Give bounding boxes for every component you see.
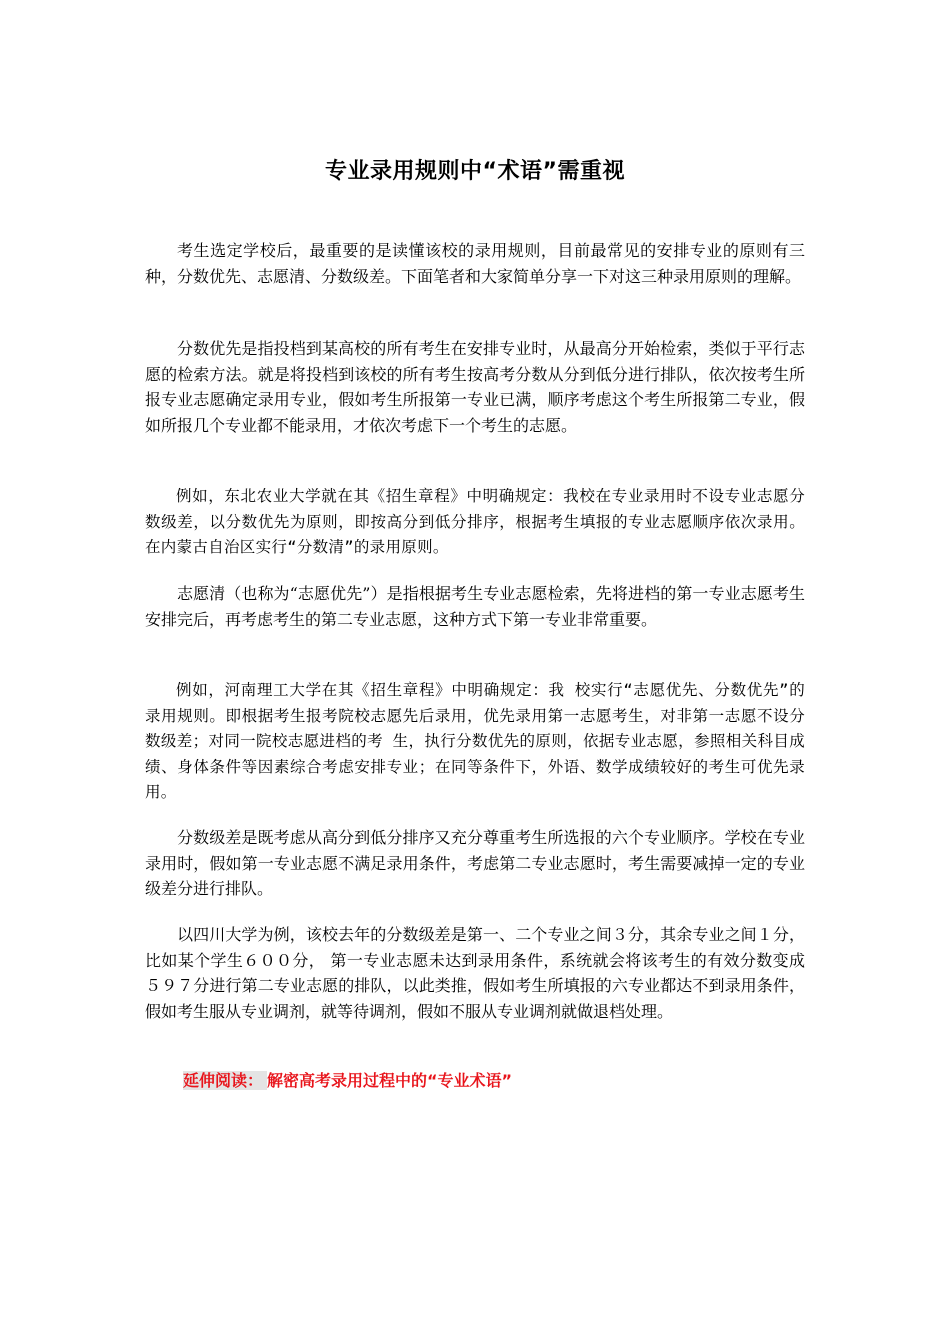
paragraph-example-northeast-agri: 例如，东北农业大学就在其《招生章程》中明确规定：我校在专业录用时不设专业志愿分数级差，以分数优先为原则，即按高分到低分排序，根据考生填报的专业志愿顺序依次录用。在内蒙古自治区实行“分数清”的录用原则。 bbox=[145, 487, 805, 556]
document-title: 专业录用规则中“术语”需重视 bbox=[325, 159, 625, 184]
further-reading-lead: 延伸阅读： bbox=[183, 1071, 267, 1090]
paragraph-example-sichuan: 以四川大学为例，该校去年的分数级差是第一、二个专业之间３分，其余专业之间１分，比如某个学生６００分， 第一专业志愿未达到录用条件，系统就会将该考生的有效分数变成５９７分进行第二专业志愿的排队，以此类推，假如考生所填报的六专业都达不到录用条件，假如考生服从专业调剂，就等待调剂，假如不服从专业调剂就做退档处理。 bbox=[145, 925, 805, 1021]
further-reading-link[interactable]: 解密高考录用过程中的“专业术语” bbox=[267, 1071, 513, 1090]
paragraph-score-gap: 分数级差是既考虑从高分到低分排序又充分尊重考生所选报的六个专业顺序。学校在专业录用时，假如第一专业志愿不满足录用条件，考虑第二专业志愿时，考生需要减掉一定的专业级差分进行排队。 bbox=[145, 828, 805, 898]
paragraph-preference-priority: 志愿清（也称为“志愿优先”）是指根据考生专业志愿检索，先将进档的第一专业志愿考生安排完后，再考虑考生的第二专业志愿，这种方式下第一专业非常重要。 bbox=[145, 584, 805, 629]
paragraph-intro: 考生选定学校后，最重要的是读懂该校的录用规则，目前最常见的安排专业的原则有三种，分数优先、志愿清、分数级差。下面笔者和大家简单分享一下对这三种录用原则的理解。 bbox=[145, 241, 805, 286]
paragraph-example-henan-tech: 例如，河南理工大学在其《招生章程》中明确规定：我 校实行“志愿优先、分数优先”的录用规则。即根据考生报考院校志愿先后录用，优先录用第一志愿考生，对非第一志愿不设分数级差；对同一院校志愿进档的考 生，执行分数优先的原则，依据专业志愿，参照相关科目成绩、身体条件等因素综合考虑安排专业；在同等条件下，外语、数学成绩较好的考生可优先录用。 bbox=[145, 681, 805, 801]
paragraph-score-priority: 分数优先是指投档到某高校的所有考生在安排专业时，从最高分开始检索，类似于平行志愿的检索方法。就是将投档到该校的所有考生按高考分数从分到低分进行排队，依次按考生所报专业志愿确定录用专业，假如考生所报第一专业已满，顺序考虑这个考生所报第二专业，假如所报几个专业都不能录用，才依次考虑下一个考生的志愿。 bbox=[145, 339, 805, 435]
further-reading[interactable] bbox=[183, 1068, 512, 1094]
